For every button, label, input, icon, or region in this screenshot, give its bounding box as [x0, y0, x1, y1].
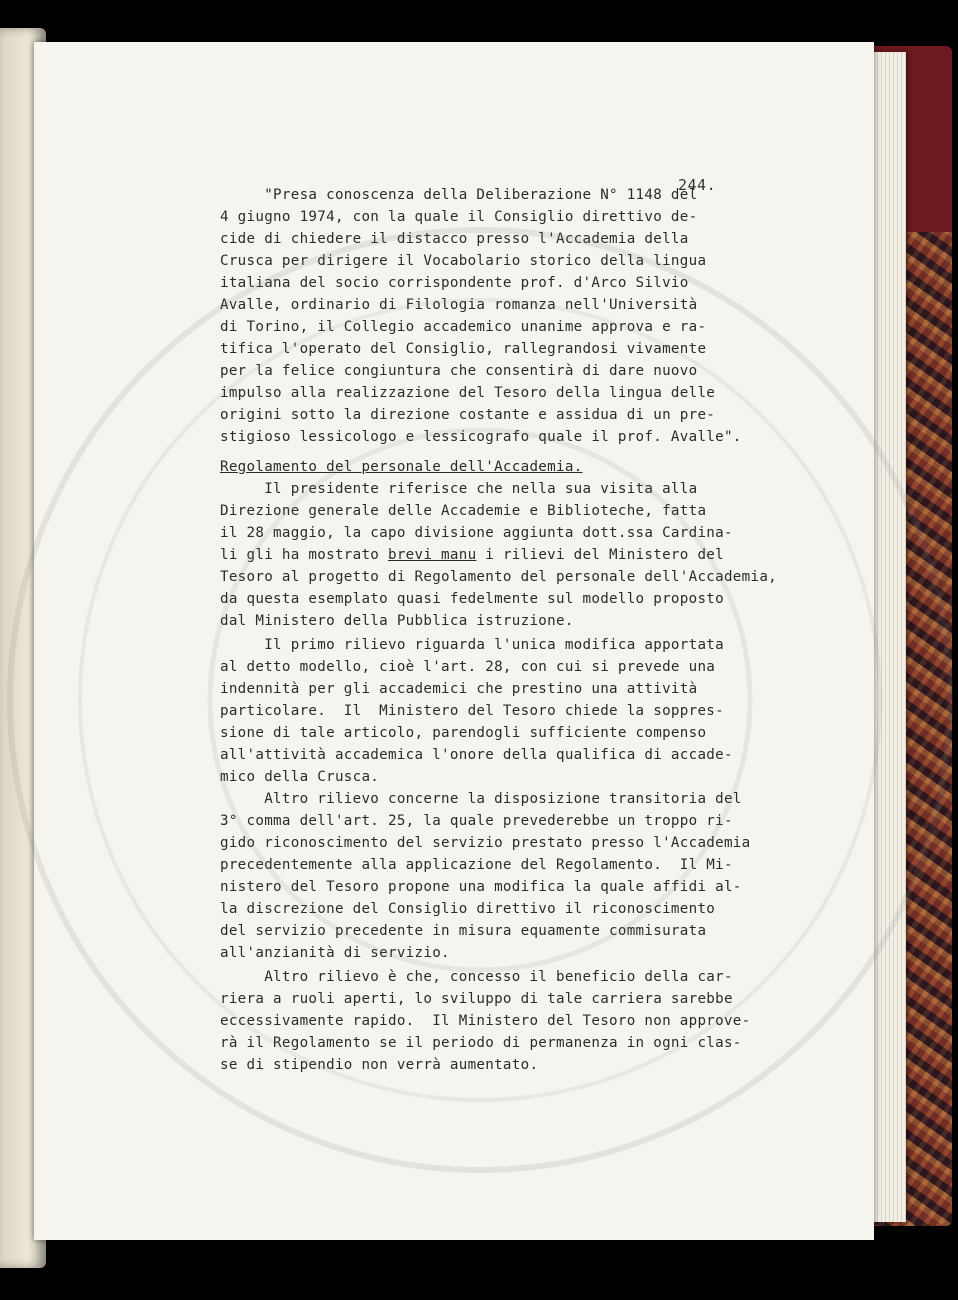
text-line: 4 giugno 1974, con la quale il Consiglio direttivo de-	[220, 209, 698, 225]
text-line: Altro rilievo è che, concesso il beneficio della car-	[220, 969, 733, 985]
page-number: 244.	[678, 176, 717, 194]
section-heading: Regolamento del personale dell'Accademia.	[220, 459, 583, 475]
text-line: se di stipendio non verrà aumentato.	[220, 1057, 539, 1073]
text-line: italiana del socio corrispondente prof. d'Arco Silvio	[220, 275, 689, 291]
text-line: al detto modello, cioè l'art. 28, con cui si prevede una	[220, 659, 716, 675]
text-line: da questa esemplato quasi fedelmente sul modello proposto	[220, 591, 724, 607]
text-line: eccessivamente rapido. Il Ministero del Tesoro non approve-	[220, 1013, 751, 1029]
text-line: li gli ha mostrato brevi manu i rilievi del Ministero del	[220, 547, 724, 563]
text-line: di Torino, il Collegio accademico unanime approva e ra-	[220, 319, 707, 335]
text-line: impulso alla realizzazione del Tesoro della lingua delle	[220, 385, 716, 401]
text-line: rà il Regolamento se il periodo di permanenza in ogni clas-	[220, 1035, 742, 1051]
text-line: gido riconoscimento del servizio prestato presso l'Accademia	[220, 835, 751, 851]
text-line: nistero del Tesoro propone una modifica la quale affidi al-	[220, 879, 742, 895]
text-line: stigioso lessicologo e lessicografo quale il prof. Avalle".	[220, 429, 742, 445]
text-line: Direzione generale delle Accademie e Biblioteche, fatta	[220, 503, 707, 519]
text-line: particolare. Il Ministero del Tesoro chiede la soppres-	[220, 703, 724, 719]
text-line: per la felice congiuntura che consentirà di dare nuovo	[220, 363, 698, 379]
text-line: cide di chiedere il distacco presso l'Accademia della	[220, 231, 689, 247]
text-line: il 28 maggio, la capo divisione aggiunta dott.ssa Cardina-	[220, 525, 733, 541]
text-line: origini sotto la direzione costante e assidua di un pre-	[220, 407, 716, 423]
text-line: precedentemente alla applicazione del Regolamento. Il Mi-	[220, 857, 733, 873]
text-line: mico della Crusca.	[220, 769, 380, 785]
text-line: "Presa conoscenza della Deliberazione N° 1148 del	[220, 187, 698, 203]
text-line: Il presidente riferisce che nella sua visita alla	[220, 481, 698, 497]
text-line: riera a ruoli aperti, lo sviluppo di tale carriera sarebbe	[220, 991, 733, 1007]
text-line: dal Ministero della Pubblica istruzione.	[220, 613, 574, 629]
text-line: del servizio precedente in misura equamente commisurata	[220, 923, 707, 939]
text-line: Il primo rilievo riguarda l'unica modifica apportata	[220, 637, 724, 653]
text-line: la discrezione del Consiglio direttivo il riconoscimento	[220, 901, 716, 917]
text-line: Avalle, ordinario di Filologia romanza nell'Università	[220, 297, 698, 313]
text-line: tifica l'operato del Consiglio, rallegrandosi vivamente	[220, 341, 707, 357]
text-line: sione di tale articolo, parendogli sufficiente compenso	[220, 725, 707, 741]
text-line: Tesoro al progetto di Regolamento del personale dell'Accademia,	[220, 569, 778, 585]
text-line: all'anzianità di servizio.	[220, 945, 450, 961]
underlined-phrase: brevi manu	[388, 547, 477, 563]
text-line: 3° comma dell'art. 25, la quale prevederebbe un troppo ri-	[220, 813, 733, 829]
text-line: Altro rilievo concerne la disposizione transitoria del	[220, 791, 742, 807]
text-line: Crusca per dirigere il Vocabolario storico della lingua	[220, 253, 707, 269]
text-line: indennità per gli accademici che prestino una attività	[220, 681, 698, 697]
text-line: all'attività accademica l'onore della qualifica di accade-	[220, 747, 733, 763]
